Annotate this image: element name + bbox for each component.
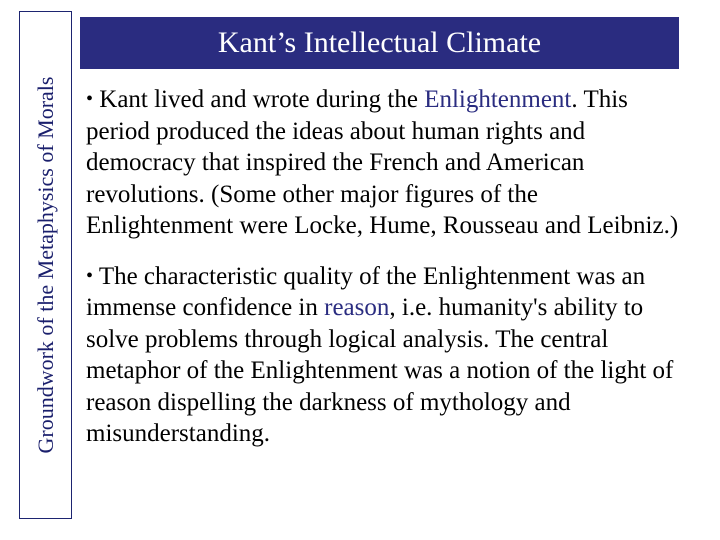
highlight-term: Enlightenment — [424, 86, 572, 113]
slide-body — [86, 84, 686, 450]
bullet-marker: • — [86, 88, 94, 110]
sidebar-title-box — [19, 11, 72, 519]
slide-title-bar — [80, 17, 679, 69]
bullet-paragraph — [86, 84, 686, 242]
bullet-text: . This period produced the ideas about human rights and democracy that inspired the French and American revolutions. (Some other major figures of the Enlightenment were Locke, Hume, Rousseau and Leibniz.) — [86, 86, 679, 239]
slide-title: Kant’s Intellectual Climate — [217, 26, 542, 59]
bullet-text: Kant lived and wrote during the — [93, 86, 425, 113]
highlight-term: reason — [324, 294, 390, 321]
bullet-text: , i.e. humanity's ability to solve problems through logical analysis. The central metaphor of the Enlightenment was a notion of the light of reason dispelling the darkness of mythology and misunderstanding. — [86, 294, 674, 447]
bullet-paragraph — [86, 261, 686, 450]
sidebar-title: Groundwork of the Metaphysics of Morals — [32, 76, 58, 454]
bullet-text: The characteristic quality of the Enlightenment was an immense confidence in — [86, 262, 646, 321]
bullet-marker: • — [86, 264, 94, 287]
